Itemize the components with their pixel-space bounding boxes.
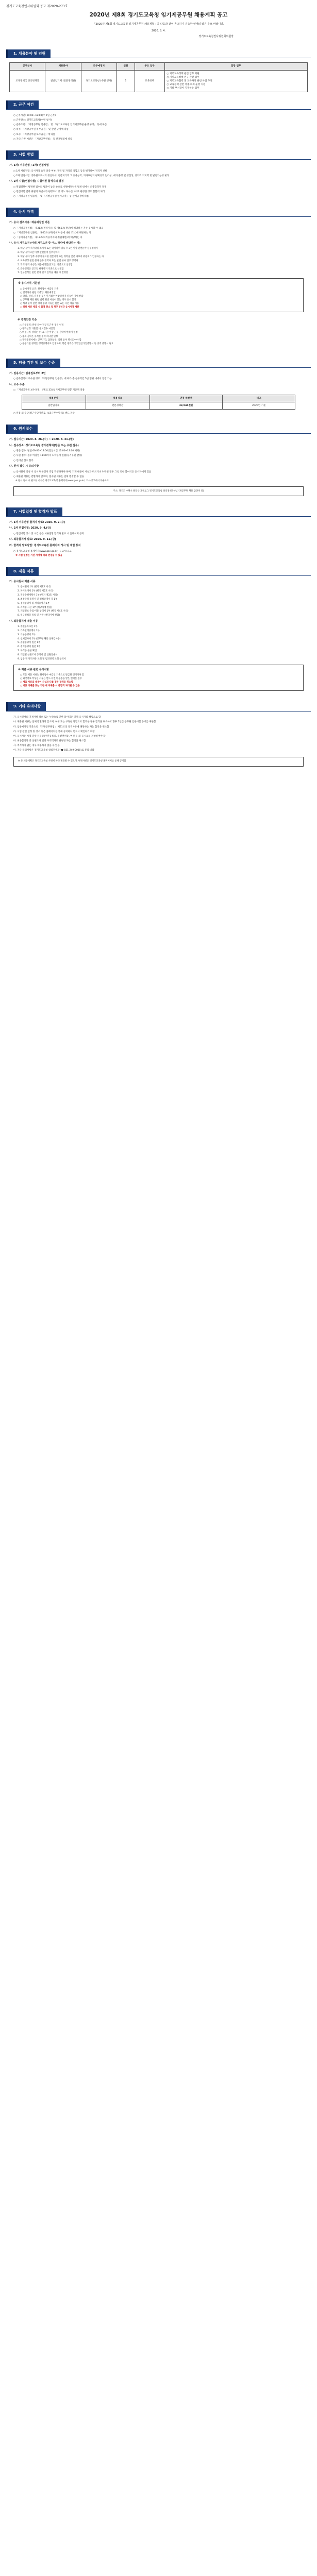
qual-box-line: ○ 학위, 경력, 자격증 등은 원서접수 마감일까지 취득한 것에 한함 xyxy=(20,295,84,298)
misc-line: 나. 제출된 서류는 일체 반환하지 않으며, 허위 또는 부정한 방법으로 합격한 경우 합격을 취소하고 향후 5년간 공무원 임용시험 응시를 제한함 xyxy=(13,721,156,724)
work-line: ○ 근무시간: 09:00~18:00(주 5일 근무) xyxy=(13,114,56,117)
qual-sub-line: 6. 근무경력은 공고일 현재까지 기준으로 산정함 xyxy=(18,267,64,270)
docs-line: 7. 개인정보 수집·이용 동의서 1부 (별지 제4호 서식) xyxy=(18,610,69,613)
exam-title: 가. 1차: 서류전형 / 2차: 면접시험 xyxy=(9,163,49,167)
section-4-heading: 4. 응시 자격 xyxy=(6,208,39,216)
exam-line: ○ 2차 면접시험: 공무원으로서의 정신자세, 전문지식과 그 응용능력, 의사표현의 정확성과 논리성, 예의·품행 및 성실성, 창의력·의지력 및 발전가능성 평가 xyxy=(13,174,170,177)
recruitment-table xyxy=(9,62,308,92)
notice-org: 경기도교육청인사위원회위원장 xyxy=(198,35,233,38)
qual-line: ○ 「지방공무원 임용령」 제65조(부정행위자 등에 대한 조치)에 해당하는 자 xyxy=(13,232,91,235)
notice-number: 경기도교육청인사위원회 공고 제2020-273호 xyxy=(6,5,68,8)
duty-item: ○ 기타 부서장이 지정하는 업무 xyxy=(166,87,199,90)
docs-box-title: ※ 제출 서류 관련 유의사항 xyxy=(18,668,49,671)
work-line: ○ 보수: 「지방공무원 보수규정」에 따름 xyxy=(13,133,56,136)
col-field: 채용분야 xyxy=(45,63,81,70)
apply-line: 나. 접수장소: 경기도교육청 창의정책과(방문 또는 우편 접수) xyxy=(9,444,79,447)
career-line: ○ 경력증명서에는 근무기간, 담당업무, 직위 등이 명시되어야 함 xyxy=(20,338,81,342)
qual-sub-line: 1. 해당 분야 석사학위 소지자 또는 학사학위 취득 후 3년 이상 관련분야 실무경력자 xyxy=(18,247,98,250)
misc-line: 가. 응시원서의 기재사항 착오 또는 누락으로 인한 불이익은 일체 응시자의 책임으로 함 xyxy=(13,716,101,719)
cell-field: 일반임기제 (전문경력관) xyxy=(45,70,81,92)
qual-sub-line: 2. 해당 분야 4년 이상 관련분야 실무경력자 xyxy=(18,251,60,255)
term-line: 나. 보수 수준 xyxy=(9,383,25,386)
schedule-line: 나. 2차 면접시험: 2020. 9. 4.(금) xyxy=(9,527,52,530)
docs-final-line: 5. 졸업증명서 원본 1부 xyxy=(18,641,41,645)
pay-cell: 일반임기제 xyxy=(22,402,86,409)
docs-line: 5. 경력증명서 및 재직증명서 1부 xyxy=(18,602,50,605)
pay-cell: 33,544천원 xyxy=(149,402,223,409)
apply-address: 주소: 경기도 수원시 팔달구 효원로 1 경기도교육청 창의정책과 (임기제공무원 채용 담당자 앞) xyxy=(13,486,304,496)
career-title: ※ 경력인정 기준 xyxy=(18,318,37,322)
qual-title: 가. 응시 결격사유: 채용예정일 기준 xyxy=(9,221,50,225)
docs-line: 2. 자기소개서 1부 (별지 제2호 서식) xyxy=(18,590,54,593)
career-line: ○ 비정규직 경력은 주 15시간 이상 근무 경력에 한하여 인정 xyxy=(20,331,78,334)
exam-line: ○ 「지방공무원 임용령」 및 「지방공무원 인사규칙」 등 관계규정에 따름 xyxy=(13,195,89,198)
apply-line: ○ 제출된 서류는 반환하지 않으며, 접수된 서류는 일체 변경할 수 없음 xyxy=(13,475,85,478)
qual-sub-line: 3. 해당 분야 업무 수행에 필요한 전문지식 또는 경력을 갖춘 자로서 위원회가 인정하는 자 xyxy=(18,255,104,258)
docs-box xyxy=(13,665,304,691)
term-line: ○ 근무실적이 우수한 경우 「지방공무원 임용령」에 따라 총 근무기간 5년 범위 내에서 연장 가능 xyxy=(13,378,112,381)
cell-count: 1 xyxy=(117,70,135,92)
qual-box-line: ○ 해당 분야 관련 경력 증명 서류는 원본 또는 사본 제출 가능 xyxy=(20,302,79,305)
docs-final-line: 4. 신체검사서 1부 (공무원 채용 신체검사용) xyxy=(18,637,61,640)
section-3-heading: 3. 시험 방법 xyxy=(6,150,39,159)
docs-line: 3. 직무수행계획서 1부 (별지 제3호 서식) xyxy=(18,594,58,597)
term-line: ○ 「지방공무원 보수규정」 [별표 33] 임기제공무원 연봉 기준액 적용 xyxy=(13,389,85,392)
cell-main: 교육정책 xyxy=(135,70,164,92)
docs-final-line: 1. 주민등록초본 1부 xyxy=(18,625,38,628)
section-2-heading: 2. 근무 여건 xyxy=(6,100,39,109)
duty-item: ○ 지역교육정책 연구 관련 업무 xyxy=(166,76,199,79)
apply-line: ○ 인터넷 접수 불가 xyxy=(13,459,34,462)
exam-line: ○ 면접시험 결과 위원의 과반수가 평정요소 중 어느 하나를 '하'로 평정한 경우 불합격 처리 xyxy=(13,190,105,193)
section-8-heading: 8. 제출 서류 xyxy=(6,567,39,576)
qual-line: ○ 「공직자윤리법」 제17조(퇴직공직자의 취업제한)에 해당하는 자 xyxy=(13,236,82,240)
pay-cell: 2020년 기준 xyxy=(223,402,295,409)
schedule-line: 다. 최종합격자 발표: 2020. 9. 11.(금) xyxy=(9,538,56,541)
notice-date: 2020. 8. 4. xyxy=(151,29,166,33)
apply-line: ○ 방문 접수: 평일 09:00~18:00(점심시간 12:00~13:00 제외) xyxy=(13,450,80,453)
section-6-heading: 6. 원서접수 xyxy=(6,425,38,433)
pay-cell: 전문경력관 xyxy=(86,402,149,409)
work-line: ○ 근무장소: 경기도교육청(수원 청사) xyxy=(13,119,52,122)
duty-item: ○ 지역교육정책 관련 업무 지원 xyxy=(166,72,199,75)
misc-line: 사. 적격자가 없는 경우 채용하지 않을 수 있음 xyxy=(13,744,60,748)
schedule-line: ※ 시험 일정은 기관 사정에 따라 변경될 수 있음 xyxy=(15,554,62,557)
misc-line: 라. 시험 관련 일정 및 장소 등은 홈페이지를 통해 공지하니 반드시 확인하기 바람 xyxy=(13,730,95,733)
career-line: ○ 경력산정 기준일: 원서접수 마감일 xyxy=(20,328,55,331)
docs-box-line: ○ 외국어로 작성된 서류는 반드시 번역 공증을 받은 번역본 첨부 xyxy=(20,677,82,681)
schedule-line: 가. 1차 서류전형 합격자 발표: 2020. 9. 2.(수) xyxy=(9,520,65,524)
docs-final-line: 3. 기본증명서 1부 xyxy=(18,633,36,636)
qual-box-line: ○ 공무원 채용 관련 법령 위반 사실이 있는 경우 응시 불가 xyxy=(20,298,76,301)
notice-disclaimer: ※ 본 채용계획은 경기도교육청 사정에 따라 변경될 수 있으며, 변경사항은 경기도교육청 홈페이지를 통해 공지함 xyxy=(13,757,304,767)
section-9-heading: 9. 기타 유의사항 xyxy=(6,702,46,711)
term-line: 가. 임용기간: 임용일로부터 2년 xyxy=(9,371,46,375)
apply-line: ○ 응시원서 작성 시 응시자 본인이 직접 작성하여야 하며, 기재 내용이 사실과 다르거나 누락된 경우 그로 인한 불이익은 응시자에게 있음 xyxy=(13,470,152,473)
docs-box-line: ○ 서류 미제출 또는 기한 내 미제출 시 불합격 처리될 수 있음 xyxy=(20,685,80,688)
exam-line: ○ 1차 서류전형: 응시자격 요건 충족 여부, 경력 및 자격증 적합도 등을 평가하여 적격자 선발 xyxy=(13,170,107,173)
qual-sub-title: 나. 응시 자격요건 (아래 자격요건 중 어느 하나에 해당하는 자) xyxy=(9,242,81,245)
pay-col: 비고 xyxy=(223,395,295,402)
docs-line: 4. 최종학력 증명서 및 성적증명서 각 1부 xyxy=(18,598,58,601)
apply-line: 가. 접수기간: 2020. 8. 26.(수) ~ 2020. 8. 31.(월) xyxy=(9,437,74,441)
qual-box-line: ○ 결격사유 판단 기준일: 채용예정일 xyxy=(20,291,56,294)
pay-col: 채용직급 xyxy=(86,395,149,402)
docs-box-line: ○ 제출 서류의 내용이 사실과 다를 경우 합격을 취소함 xyxy=(20,681,73,684)
cell-dept: 교육정책국 창의정책과 xyxy=(10,70,45,92)
qual-sub-line: 5. 학력·경력 사항은 채용예정일(공고일) 기준으로 산정함 xyxy=(18,263,73,266)
misc-line: 바. 최종합격자 중 신원조사 결과 부적격자로 판정된 자는 합격을 취소함 xyxy=(13,740,86,743)
qual-box-line: ○ 허위 서류 제출 시 합격 취소 및 향후 5년간 응시자격 제한 xyxy=(20,306,79,309)
section-7-heading: 7. 시험일정 및 합격자 발표 xyxy=(6,507,62,516)
cell-duties xyxy=(164,70,307,92)
misc-line: 아. 기타 문의사항은 경기도교육청 창의정책과(☎ 031-249-0000)로 문의 바람 xyxy=(13,749,94,752)
apply-line: 다. 원서 접수 시 유의사항 xyxy=(9,464,39,468)
pay-table xyxy=(22,395,296,410)
qual-box xyxy=(13,278,304,312)
duty-item: ○ 교육정책 관련 각종 회의 운영 지원 xyxy=(166,83,206,86)
qual-line: ○ 「지방공무원법」 제31조(결격사유) 및 제66조(정년)에 해당하는 자는 응시할 수 없음 xyxy=(13,227,104,230)
duty-item: ○ 지역교육협력 및 교육자치 관련 사업 추진 xyxy=(166,79,212,82)
docs-line: 6. 자격증 사본 1부 (해당자에 한함) xyxy=(18,606,52,609)
section-1-heading: 1. 채용분야 및 인원 xyxy=(6,49,51,58)
qual-sub-line: 4. 교육행정 관련 분야 근무 경력자 또는 관련 분야 연구 경력자 xyxy=(18,259,78,262)
docs-line: 1. 응시원서 1부 (별지 제1호 서식) xyxy=(18,586,52,589)
section-5-heading: 5. 임용 기간 및 보수 수준 xyxy=(6,359,60,367)
work-line: ○ 복무: 「지방공무원 복무규정」 및 관련 규정에 따름 xyxy=(13,128,69,131)
schedule-line: 라. 합격자 발표방법: 경기도교육청 홈페이지 게시 및 개별 통지 xyxy=(9,544,81,547)
docs-final-line: 8. 개인별 신원조사 동의서 및 신원진술서 xyxy=(18,654,58,657)
career-line: ○ 공공기관 경력은 경력증명서로 인정하며, 민간 경력은 국민연금가입증명서 등 공적 증명서 필요 xyxy=(20,342,114,345)
schedule-line: ○ 면접시험 장소 및 시간 등은 서류전형 합격자 발표 시 홈페이지 공지 xyxy=(13,533,85,536)
term-line: ○ 연봉 외 수당(정근수당가산금, 초과근무수당 등) 별도 지급 xyxy=(13,412,75,415)
notice-page xyxy=(0,0,317,774)
apply-line: ※ 원서 접수 시 필요한 서식은 경기도교육청 홈페이지(www.goe.go.kr) 고시·공고에서 다운로드 xyxy=(15,479,109,482)
career-line: ○ 중복 경력은 유리한 경력 하나만 인정 xyxy=(20,335,58,338)
docs-title: 가. 응시원서 제출 서류 xyxy=(9,580,36,584)
qual-sub-line: 7. 연구실적은 관련 분야 연구 실적을 제출 시 반영함 xyxy=(18,272,69,275)
docs-final-line: 7. 자격증 원본 확인 xyxy=(18,650,37,653)
career-box xyxy=(13,315,304,348)
cell-place: 경기도교육청 (수원 청사) xyxy=(81,70,116,92)
docs-final-line: 2. 가족관계증명서 1부 xyxy=(18,629,40,632)
col-count: 인원 xyxy=(117,63,135,70)
docs-line: 8. 연구실적물 목록 및 사본 (해당자에 한함) xyxy=(18,614,60,617)
career-line: ○ 근무경력: 관련 분야 정규직 근무 경력 인정 xyxy=(20,324,64,327)
notice-intro: 「2020년 제8회 경기도교육청 임기제공무원 채용계획」을 다음과 같이 공고하니 유능한 인재의 많은 응모 바랍니다. xyxy=(93,22,224,26)
col-place: 근무예정지 xyxy=(81,63,116,70)
exam-line: 나. 2차 시험(면접시험) 시험위원 합격자의 결정 xyxy=(9,180,64,183)
misc-line: 다. 임용예정일 기준으로 「지방공무원법」 제31조의 결격사유에 해당하는 자는 합격을 취소함 xyxy=(13,725,109,728)
schedule-line: ○ 경기도교육청 홈페이지(www.goe.go.kr) → 고시/공고 xyxy=(13,550,72,553)
work-line: ○ 근무조건: 「지방공무원 임용령」 및 「경기도교육청 임기제공무원 운영 규정」 등에 따름 xyxy=(13,124,107,127)
apply-line: ○ 우편 접수: 접수 마감일 18:00까지 도착분에 한함(등기우편 발송) xyxy=(13,454,82,457)
docs-final-line: 6. 경력증명서 원본 1부 xyxy=(18,646,41,649)
col-main: 주요 업무 xyxy=(135,63,164,70)
col-dept: 근무부서 xyxy=(10,63,45,70)
work-line: ○ 기타 근무 여건은 「지방공무원법」 등 관계법령에 따름 xyxy=(13,138,73,141)
qual-box-title: ※ 응시자격 기준일 xyxy=(18,282,40,285)
docs-final-line: 9. 임용 전 결격사유 조회 및 범죄경력 조회 동의서 xyxy=(18,657,66,660)
exam-line: ○ 면접위원이 평정한 점수의 평균이 높은 순으로 선발예정인원 범위 내에서 최종합격자 결정 xyxy=(13,185,107,189)
docs-box-line: ○ 모든 제출 서류는 원서접수 마감일 기준으로 발급된 것이어야 함 xyxy=(20,674,84,677)
qual-box-line: ○ 응시자격 요건: 원서접수 마감일 기준 xyxy=(20,287,59,291)
col-duties: 담당 업무 xyxy=(164,63,307,70)
docs-final-title: 나. 최종합격자 제출 서류 xyxy=(9,620,38,623)
pay-col: 연봉 하한액 xyxy=(149,395,223,402)
misc-line: 마. 응시자는 시험 당일 신분증(주민등록증, 운전면허증, 여권 등)과 응시표를 지참하여야 함 xyxy=(13,735,106,738)
notice-title: 2020년 제8회 경기도교육청 임기제공무원 채용계획 공고 xyxy=(89,12,228,19)
pay-col: 채용분야 xyxy=(22,395,86,402)
